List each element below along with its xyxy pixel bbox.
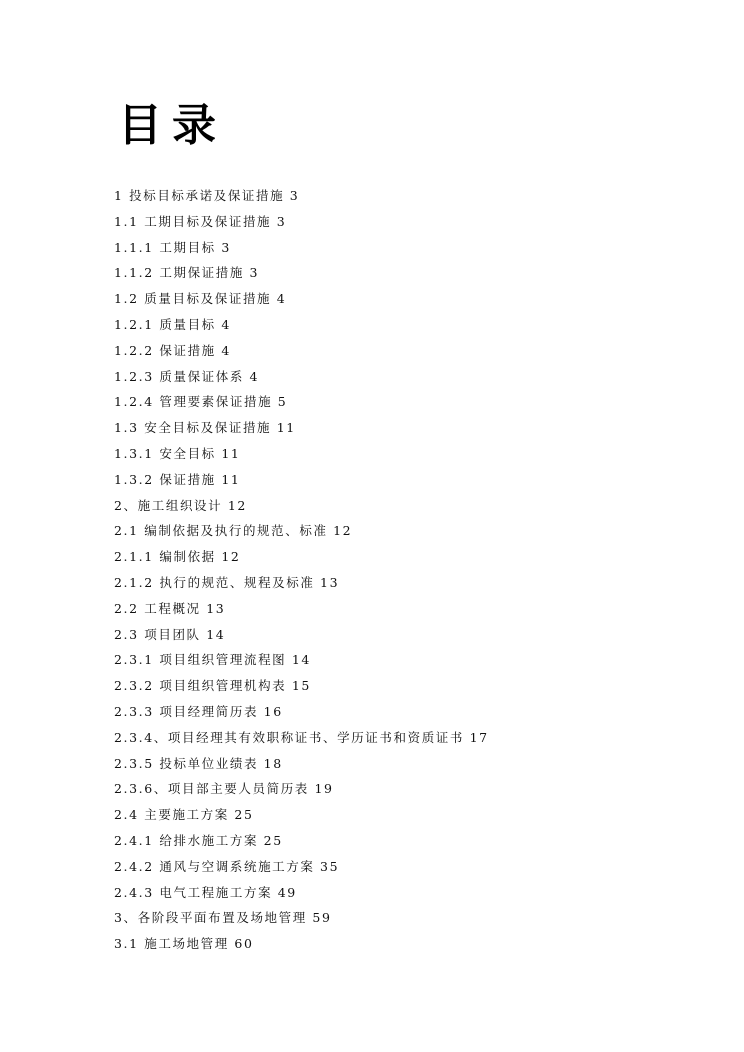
toc-entry: 2.3.5 投标单位业绩表 18 <box>114 755 283 771</box>
toc-entry: 2.4.2 通风与空调系统施工方案 35 <box>114 858 340 874</box>
toc-title: 目录 <box>118 100 226 151</box>
toc-entry: 1.2.2 保证措施 4 <box>114 342 231 358</box>
toc-entry: 2.4 主要施工方案 25 <box>114 807 254 823</box>
toc-entry: 1.2 质量目标及保证措施 4 <box>114 291 287 307</box>
toc-entry: 3.1 施工场地管理 60 <box>114 936 254 952</box>
toc-entry: 1.1.1 工期目标 3 <box>114 239 231 255</box>
toc-entry: 2、施工组织设计 12 <box>114 497 247 513</box>
toc-entry: 2.4.3 电气工程施工方案 49 <box>114 884 297 900</box>
toc-entry: 1.3.1 安全目标 11 <box>114 445 241 461</box>
toc-entry: 1.2.4 管理要素保证措施 5 <box>114 394 288 410</box>
toc-entry: 2.3.6、项目部主要人员简历表 19 <box>114 781 334 797</box>
toc-entry: 2.3.2 项目组织管理机构表 15 <box>114 678 311 694</box>
toc-entry: 1 投标目标承诺及保证措施 3 <box>114 188 300 203</box>
toc-entry: 2.2 工程概况 13 <box>114 600 226 616</box>
toc-entry: 1.3.2 保证措施 11 <box>114 471 241 487</box>
toc-entry: 2.3 项目团队 14 <box>114 626 226 642</box>
toc-entry: 2.3.4、项目经理其有效职称证书、学历证书和资质证书 17 <box>114 729 489 745</box>
toc-entry: 2.1.1 编制依据 12 <box>114 549 241 565</box>
toc-entry: 1.1 工期目标及保证措施 3 <box>114 213 287 229</box>
toc-entry: 2.4.1 给排水施工方案 25 <box>114 832 283 848</box>
toc-entry: 1.2.3 质量保证体系 4 <box>114 368 260 384</box>
toc-entry: 1.3 安全目标及保证措施 11 <box>114 420 296 436</box>
toc-entry: 2.1.2 执行的规范、规程及标准 13 <box>114 574 340 590</box>
toc-entry: 2.1 编制依据及执行的规范、标准 12 <box>114 523 353 539</box>
toc-entry: 3、各阶段平面布置及场地管理 59 <box>114 910 332 926</box>
toc-entry: 1.1.2 工期保证措施 3 <box>114 265 260 281</box>
toc-entry: 1.2.1 质量目标 4 <box>114 316 231 332</box>
toc-entry: 2.3.3 项目经理简历表 16 <box>114 703 283 719</box>
toc-entry: 2.3.1 项目组织管理流程图 14 <box>114 652 311 668</box>
toc-list <box>114 186 489 960</box>
